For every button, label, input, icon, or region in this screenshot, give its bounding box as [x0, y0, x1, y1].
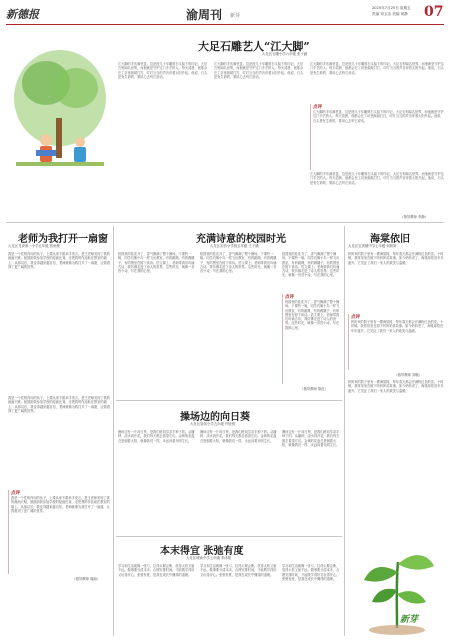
comment-teacher-dazu: （指导教师 李静） [400, 215, 429, 219]
article-dazu-title: 大足石雕艺人“江大脚” [198, 40, 310, 53]
article-home-title: 海棠依旧 [370, 234, 410, 245]
article-campus-title: 充满诗意的校园时光 [196, 234, 286, 245]
article-sunflower-byline: 大足区智凤小学五年级 许欣悦 [190, 422, 236, 426]
article-campus-body-3: 校园里的桂花开了，香气飘满了整个操场。下课铃一响，同学们像小鸟一样飞出教室，有的跳绳，有的踢毽子，有的围坐在树下读诗。语文课上，老师带我们吟诵古诗，我仿佛走进了诗人的世界。这些时光，就像一首首小诗，写在我的心里。 [282, 252, 340, 278]
article-home-body: 奶奶家的院子里有一棵海棠树，每年春天都会开满粉红色的花。小时候，我常常坐在树下听奶奶讲故事。如今奶奶老了，海棠却依旧年年盛开，它见证了我们一家人的欢笑与温暖。 [348, 252, 444, 265]
article-roots-body-2: 学习和生活就像一张弓，拉得太紧会断，放得太松又射不远。做事要分清本末，合理安排时间，才能既学得好又玩得开心。张弛有度，是我在成长中懂得的道理。 [200, 564, 277, 577]
sprout-image [350, 532, 444, 636]
column-divider-left [113, 226, 114, 636]
date-line: 2025年7月25日 星期五 [372, 6, 411, 10]
column-divider-right [344, 226, 345, 636]
article-sunflower-body-3: 操场边有一片向日葵，是我们班同学亲手种下的。从播种、浇水到开花，我们每天都去看望它们。金黄的花盘总是朝着太阳，就像我们一样，永远向着光明生长。 [282, 430, 340, 447]
article-campus-byline: 大足区实验小学校五年级 王子涵 [210, 244, 259, 248]
section-subtitle: 新芽 [230, 13, 241, 19]
article-roots-title: 本末得宜 张弛有度 [160, 546, 244, 557]
comment-text: 校园里的桂花开了，香气飘满了整个操场。下课铃一响，同学们像小鸟一样飞出教室，有的跳绳，有的踢毽子，有的围坐在树下读诗。语文课上，老师带我们吟诵古诗，我仿佛走进了诗人的世界。这些时光，就像一首首小诗，写在我的心里。 [285, 300, 340, 330]
article-teacher-body: 我是一个性格内向的孩子，上课从来不敢举手发言。是王老师发现了我的画画天赋，她鼓励我参加学校的绘画比赛，还把我的作品贴在教室的墙上。从那以后，我变得越来越自信，老师就像为我打开了一扇窗，让我看到了更广阔的世界。 [8, 252, 110, 269]
masthead-divider [6, 24, 444, 25]
article-dazu-body-col4: 江大脚的手布满老茧，这是他几十年雕刻石头留下的印记。大足石刻闻名世界，而他就是守护这门手艺的人。每天清晨，他都会在工坊里敲敲打打，叮叮当当的声音伴着太阳升起。他说，石头是有生命的，要用心去听它说话。 [310, 172, 444, 185]
article-roots-body: 学习和生活就像一张弓，拉得太紧会断，放得太松又射不远。做事要分清本末，合理安排时间，才能既学得好又玩得开心。张弛有度，是我在成长中懂得的道理。 [118, 564, 195, 577]
comment-box-home [348, 314, 444, 370]
comment-text: 奶奶家的院子里有一棵海棠树，每年春天都会开满粉红色的花。小时候，我常常坐在树下听奶奶讲故事。如今奶奶老了，海棠却依旧年年盛开，它见证了我们一家人的欢笑与温暖。 [351, 320, 444, 333]
article-teacher-title: 老师为我打开一扇窗 [18, 234, 108, 245]
article-roots-body-3: 学习和生活就像一张弓，拉得太紧会断，放得太松又射不远。做事要分清本末，合理安排时间，才能既学得好又玩得开心。张弛有度，是我在成长中懂得的道理。 [282, 564, 340, 581]
comment-text: 江大脚的手布满老茧，这是他几十年雕刻石头留下的印记。大足石刻闻名世界，而他就是守护这门手艺的人。每天清晨，他都会在工坊里敲敲打打，叮叮当当的声音伴着太阳升起。他说，石头是有生命的，要用心去听它说话。 [313, 110, 444, 123]
article-home-body-2: 奶奶家的院子里有一棵海棠树，每年春天都会开满粉红色的花。小时候，我常常坐在树下听奶奶讲故事。如今奶奶老了，海棠却依旧年年盛开，它见证了我们一家人的欢笑与温暖。 [348, 380, 444, 393]
comment-label: 点评 [351, 315, 360, 320]
comment-text: 我是一个性格内向的孩子，上课从来不敢举手发言。是王老师发现了我的画画天赋，她鼓励我参加学校的绘画比赛，还把我的作品贴在教室的墙上。从那以后，我变得越来越自信，老师就像为我打开了一扇窗，让我看到了更广阔的世界。 [11, 496, 110, 513]
page-number: 07 [424, 4, 444, 20]
article-dazu-body: 江大脚的手布满老茧，这是他几十年雕刻石头留下的印记。大足石刻闻名世界，而他就是守护这门手艺的人。每天清晨，他都会在工坊里敲敲打打，叮叮当当的声音伴着太阳升起。他说，石头是有生命的，要用心去听它说话。 [118, 62, 208, 79]
article-sunflower-body: 操场边有一片向日葵，是我们班同学亲手种下的。从播种、浇水到开花，我们每天都去看望它们。金黄的花盘总是朝着太阳，就像我们一样，永远向着光明生长。 [118, 430, 195, 443]
kids-reading-illustration [6, 28, 114, 178]
section-divider [6, 222, 444, 223]
article-dazu-body-col2: 江大脚的手布满老茧，这是他几十年雕刻石头留下的印记。大足石刻闻名世界，而他就是守护这门手艺的人。每天清晨，他都会在工坊里敲敲打打，叮叮当当的声音伴着太阳升起。他说，石头是有生命的，要用心去听它说话。 [214, 62, 304, 79]
article-campus-body-2: 校园里的桂花开了，香气飘满了整个操场。下课铃一响，同学们像小鸟一样飞出教室，有的跳绳，有的踢毽子，有的围坐在树下读诗。语文课上，老师带我们吟诵古诗，我仿佛走进了诗人的世界。这些时光，就像一首首小诗，写在我的心里。 [200, 252, 277, 274]
comment-teacher-home: （指导教师 刘敏） [394, 373, 423, 377]
comment-box-campus [282, 294, 342, 384]
article-home-byline: 大足区宝顶镇中学七年级 何欣妍 [348, 244, 397, 248]
comment-box-teacher [8, 490, 110, 574]
article-dazu-byline: 大足区石雕小学六年级 张子涵 [262, 52, 308, 56]
comment-label: 点评 [11, 491, 20, 496]
section-divider-mid [116, 400, 342, 401]
editor-line: 责编 刘玉洁 美编 何静 [372, 12, 408, 16]
article-sunflower-title: 操场边的向日葵 [180, 412, 250, 423]
comment-label: 点评 [285, 295, 294, 300]
masthead [6, 4, 444, 26]
sprout-caption: 新芽 [400, 615, 419, 625]
section-divider-bottom [116, 536, 342, 537]
comment-teacher-campus: （指导教师 陈红） [300, 387, 329, 391]
sprout-illustration [350, 532, 444, 636]
article-sunflower-body-2: 操场边有一片向日葵，是我们班同学亲手种下的。从播种、浇水到开花，我们每天都去看望它们。金黄的花盘总是朝着太阳，就像我们一样，永远向着光明生长。 [200, 430, 277, 443]
article-roots-byline: 大足区城南中学七年级 李沐阳 [186, 556, 232, 560]
tree-and-child-image [6, 28, 114, 178]
comment-box-dazu [310, 104, 444, 170]
article-dazu-body-col3: 江大脚的手布满老茧，这是他几十年雕刻石头留下的印记。大足石刻闻名世界，而他就是守护这门手艺的人。每天清晨，他都会在工坊里敲敲打打，叮叮当当的声音伴着太阳升起。他说，石头是有生命的，要用心去听它说话。 [310, 62, 444, 75]
comment-label: 点评 [313, 105, 322, 110]
section-title: 渝周刊 [186, 8, 223, 22]
article-campus-body: 校园里的桂花开了，香气飘满了整个操场。下课铃一响，同学们像小鸟一样飞出教室，有的跳绳，有的踢毽子，有的围坐在树下读诗。语文课上，老师带我们吟诵古诗，我仿佛走进了诗人的世界。这些时光，就像一首首小诗，写在我的心里。 [118, 252, 195, 274]
article-teacher-body-2: 我是一个性格内向的孩子，上课从来不敢举手发言。是王老师发现了我的画画天赋，她鼓励我参加学校的绘画比赛，还把我的作品贴在教室的墙上。从那以后，我变得越来越自信，老师就像为我打开了一扇窗，让我看到了更广阔的世界。 [8, 396, 110, 413]
comment-teacher-teacher: （指导教师 周丽） [72, 577, 101, 581]
article-teacher-byline: 大足区龙岗第一小学五年级 张雨萱 [8, 244, 60, 248]
newspaper-logo: 新德报 [6, 8, 39, 21]
